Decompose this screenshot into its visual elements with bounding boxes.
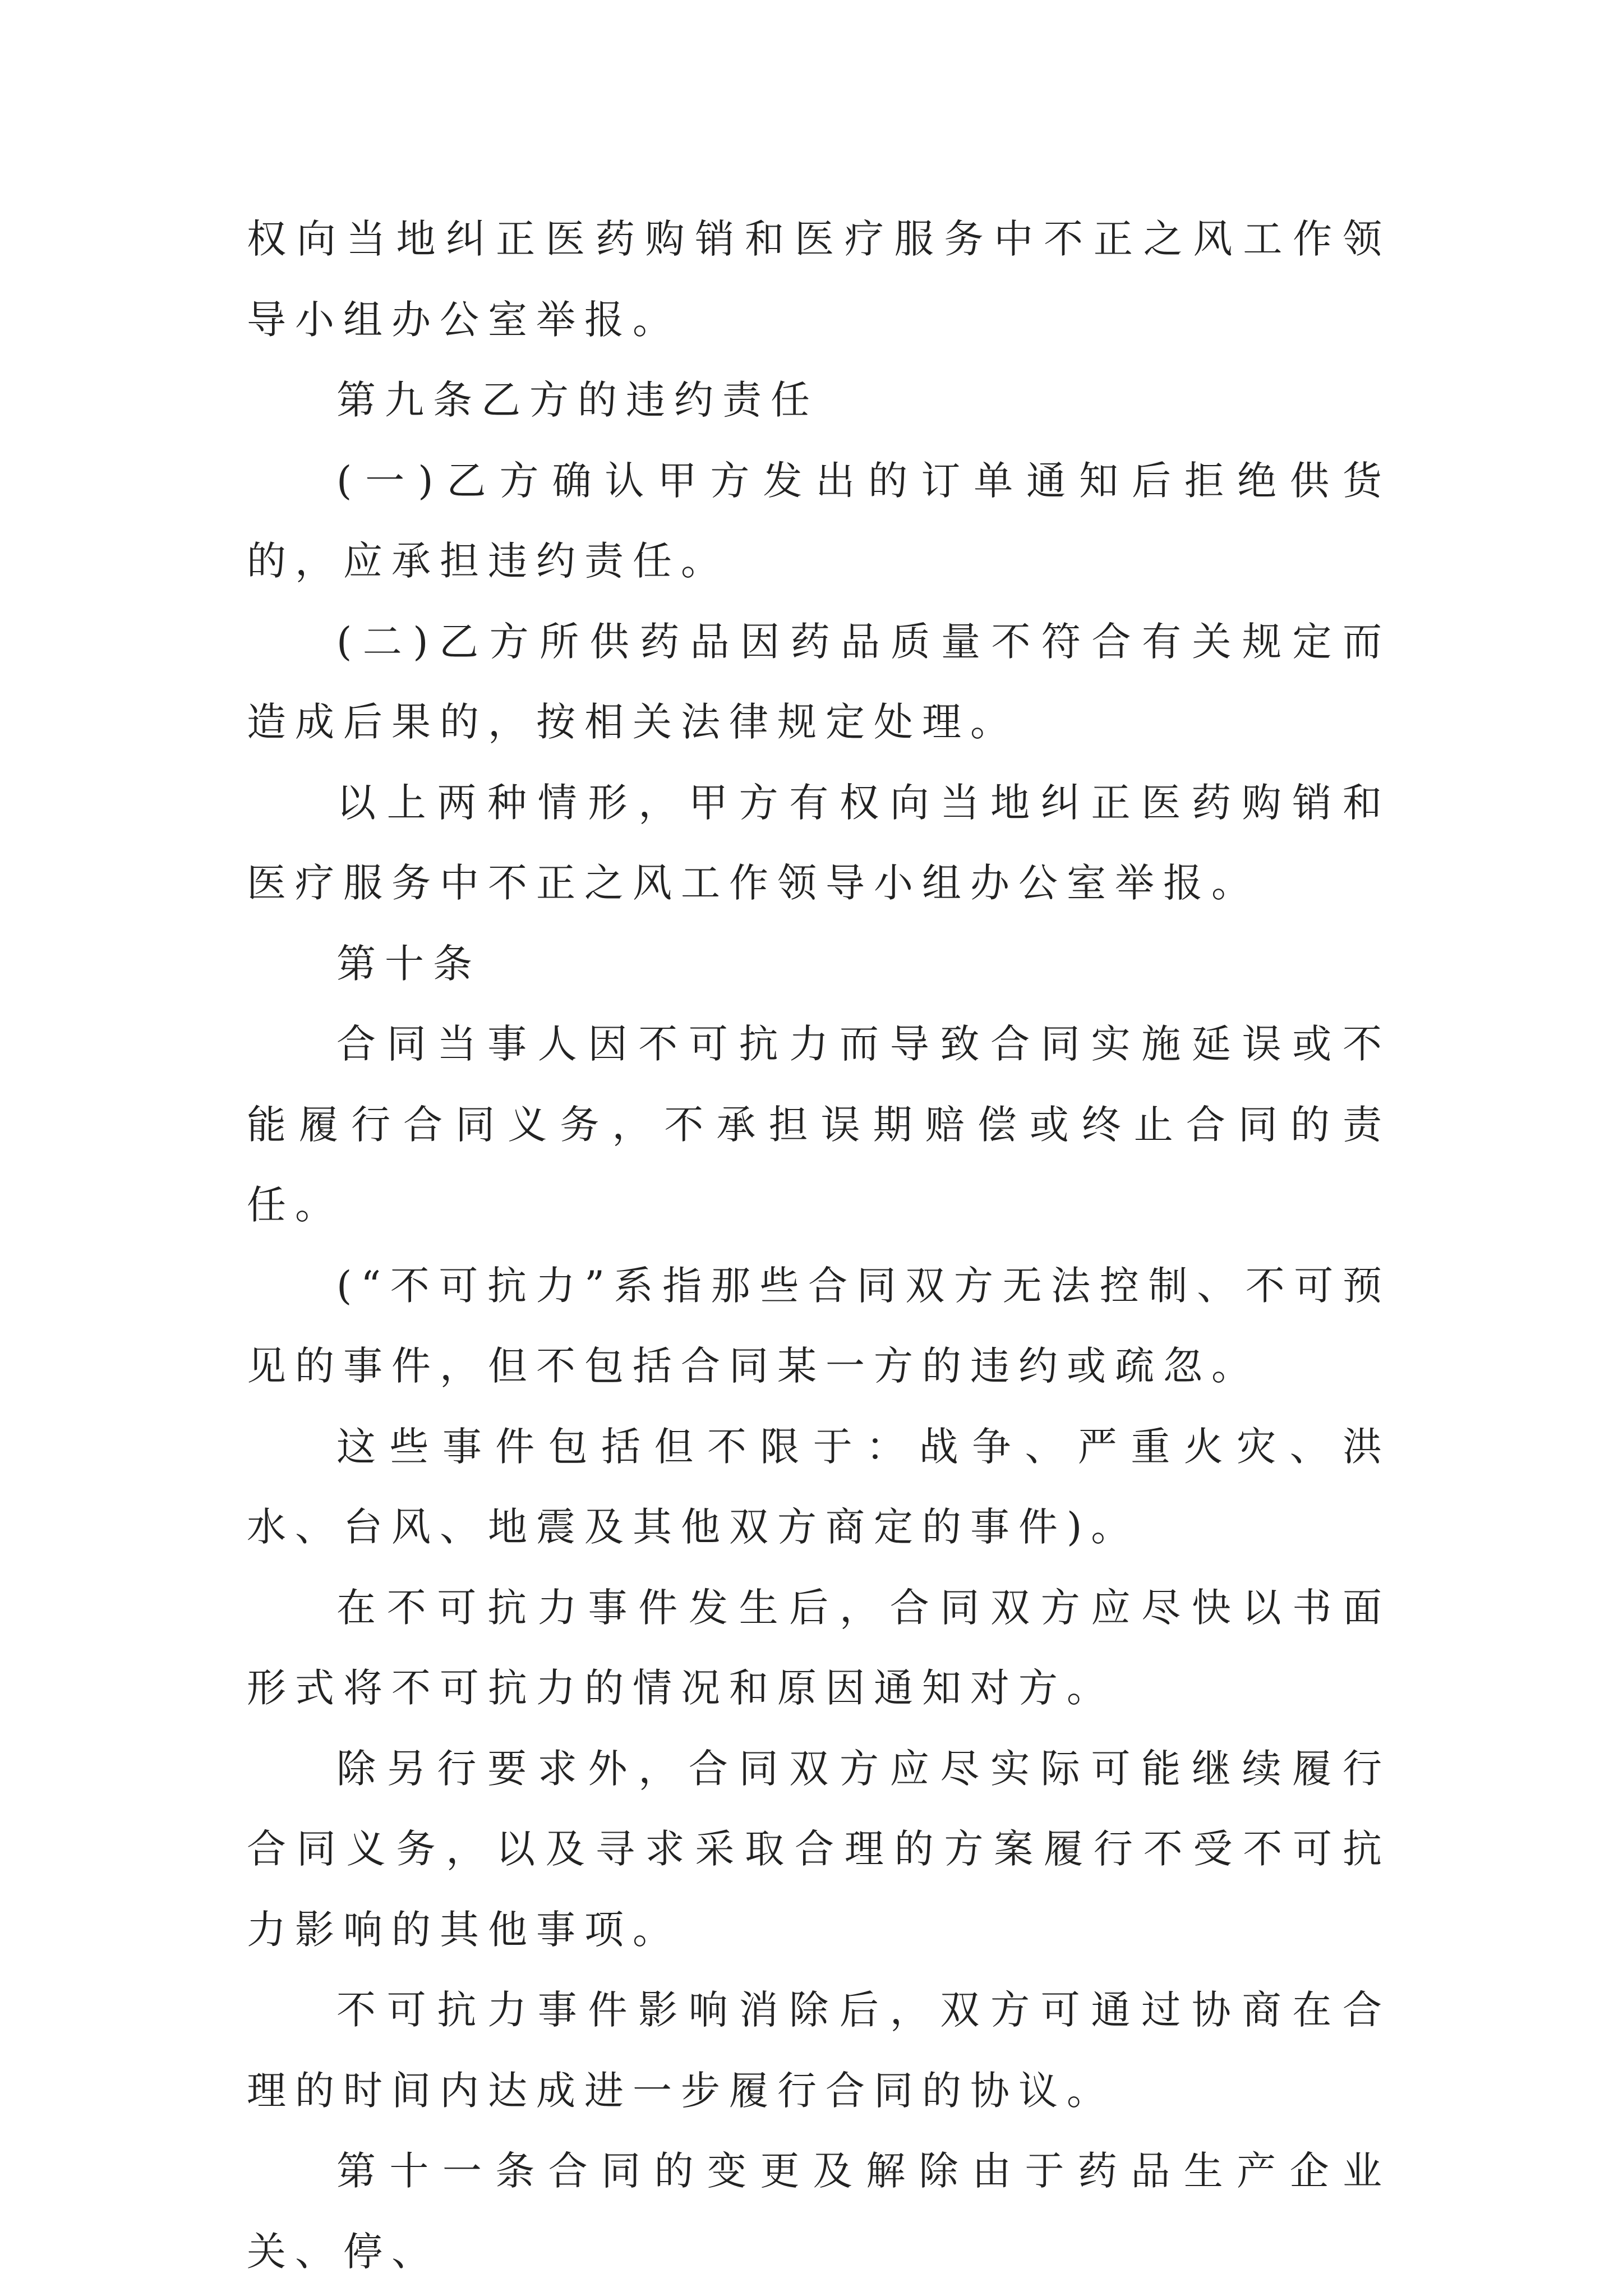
paragraph-10: 在不可抗力事件发生后，合同双方应尽快以书面形式将不可抗力的情况和原因通知对方。: [247, 1584, 1391, 1711]
paragraph-12: 不可抗力事件影响消除后，双方可通过协商在合理的时间内达成进一步履行合同的协议。: [247, 1987, 1391, 2114]
document-body: [247, 199, 1391, 2292]
paragraph-5: 以上两种情形，甲方有权向当地纠正医药购销和医疗服务中不正之风工作领导小组办公室举报。: [247, 779, 1391, 906]
paragraph-1: 权向当地纠正医药购销和医疗服务中不正之风工作领导小组办公室举报。: [247, 216, 1391, 343]
paragraph-3: (一)乙方确认甲方发出的订单通知后拒绝供货的，应承担违约责任。: [247, 457, 1391, 584]
paragraph-9: 这些事件包括但不限于：战争、严重火灾、洪水、台风、地震及其他双方商定的事件)。: [247, 1423, 1391, 1550]
article-9-heading: 第九条乙方的违约责任: [336, 377, 819, 423]
paragraph-4: (二)乙方所供药品因药品质量不符合有关规定而造成后果的，按相关法律规定处理。: [247, 618, 1391, 745]
article-10-heading: 第十条: [336, 940, 481, 987]
article-11-heading: 第十一条合同的变更及解除由于药品生产企业关、停、: [247, 2148, 1391, 2275]
paragraph-11: 除另行要求外，合同双方应尽实际可能继续履行合同义务，以及寻求采取合理的方案履行不受不可抗力影响的其他事项。: [247, 1745, 1391, 1953]
paragraph-7: 合同当事人因不可抗力而导致合同实施延误或不能履行合同义务，不承担误期赔偿或终止合同的责任。: [247, 1021, 1391, 1228]
paragraph-8: (“不可抗力”系指那些合同双方无法控制、不可预见的事件，但不包括合同某一方的违约或疏忽。: [247, 1262, 1391, 1389]
